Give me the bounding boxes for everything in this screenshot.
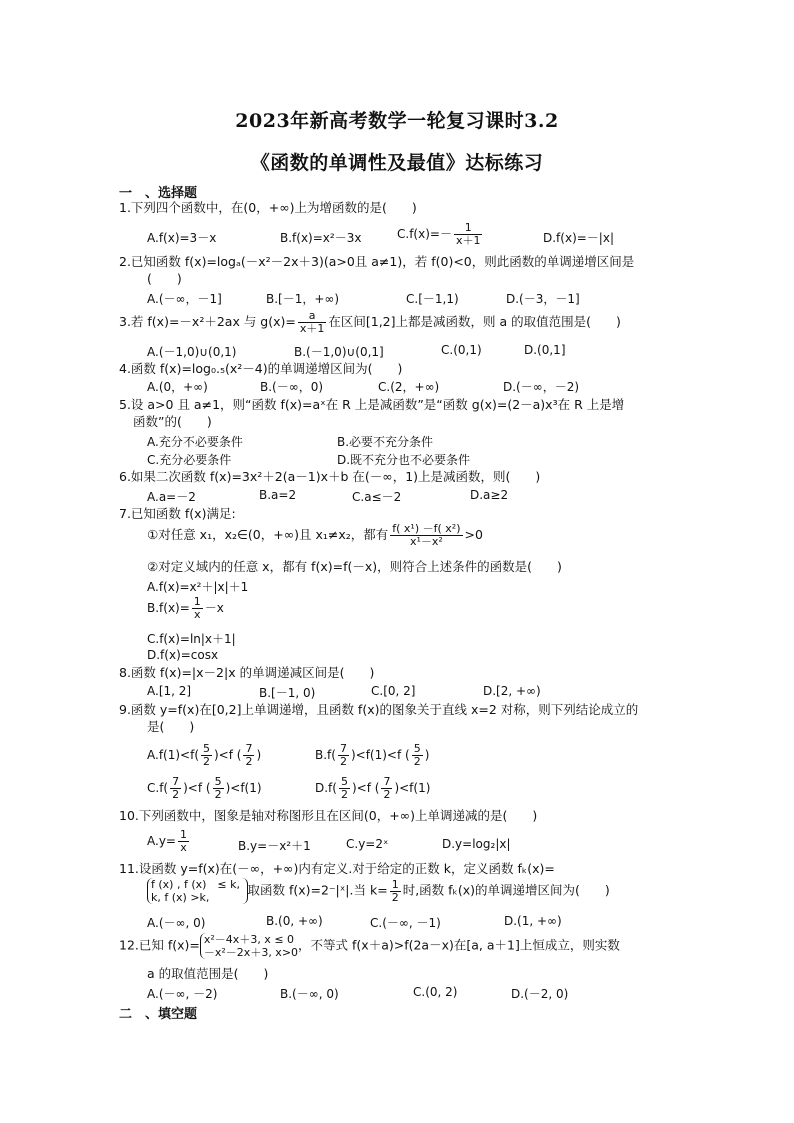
q2-option-c: C.[－1,1): [406, 292, 459, 306]
q10-option-d: D.y=log₂|x|: [442, 837, 511, 851]
section-heading-fill: 二 、填空题: [119, 1007, 198, 1022]
q9-option-d: D.f( $\frac{5}{2}$ )<f ( $\frac{7}{2}$ )<f(1): [315, 775, 431, 801]
question-9: 9.函数 y=f(x)在[0,2]上单调递增，且函数 f(x)的图象关于直线 x=2 对称，则下列结论成立的: [119, 702, 639, 717]
q8-option-a: A.[1, 2]: [147, 684, 192, 698]
q4-option-b: B.(－∞，0): [260, 380, 324, 394]
question-12: 12.已知 f(x)= x²－4x＋3, x ≤ 0 －x²－2x＋3, x>0 ，不等式 f(x＋a)>f(2a－x)在[a, a＋1]上恒成立，则实数: [119, 933, 620, 959]
q3-option-b: B.(－1,0)∪(0,1]: [294, 345, 384, 359]
question-12-cont: a 的取值范围是( ): [147, 966, 269, 981]
q7-condition-2: ②对定义域内的任意 x，都有 f(x)=f(－x)，则符合上述条件的函数是( ): [147, 559, 562, 574]
question-7: 7.已知函数 f(x)满足:: [119, 506, 236, 521]
q12-piecewise: x²－4x＋3, x ≤ 0 －x²－2x＋3, x>0: [200, 933, 298, 959]
q12-option-d: D.(－2, 0): [511, 987, 569, 1001]
page-title: 2023年新高考数学一轮复习课时3.2: [235, 110, 559, 132]
q5-option-d: D.既不充分也不必要条件: [337, 453, 471, 467]
q2-option-b: B.[－1，+∞): [266, 292, 340, 306]
q7-condition-1: ①对任意 x₁，x₂∈(0，+∞)且 x₁≠x₂，都有 $\frac{\text{f( x¹) －f( x²)}}{\text{x¹－x²}}$ >0: [147, 522, 483, 548]
question-2-cont: ( ): [147, 271, 182, 286]
q11-option-c: C.(－∞, －1): [370, 916, 441, 930]
q10-option-a: A.y= $\frac{1}{x}$: [147, 828, 187, 854]
q4-option-c: C.(2，+∞): [378, 380, 440, 394]
question-8: 8.函数 f(x)=|x－2|x 的单调递减区间是( ): [119, 665, 375, 680]
q6-option-a: A.a=－2: [147, 490, 196, 504]
q2-option-a: A.(－∞，－1]: [147, 292, 222, 306]
question-4: 4.函数 f(x)=log₀.₅(x²－4)的单调递增区间为( ): [119, 361, 403, 376]
page-subtitle: 《函数的单调性及最值》达标练习: [250, 152, 544, 174]
q3-option-d: D.(0,1]: [524, 343, 566, 357]
question-11-cont: f (x) , f (x) ≤ k, k, f (x) >k, 取函数 f(x)=2⁻|ˣ|.当 k= $\frac{1}{2}$ 时,函数 fₖ(x)的单调递增区间为( ): [147, 878, 610, 904]
q1-option-a: A.f(x)=3－x: [147, 231, 217, 245]
q12-option-c: C.(0, 2): [413, 985, 458, 999]
question-11: 11.设函数 y=f(x)在(－∞，+∞)内有定义.对于给定的正数 k，定义函数 fₖ(x)=: [119, 861, 555, 876]
q8-option-c: C.[0, 2]: [371, 684, 416, 698]
question-3: 3.若 f(x)=－x²＋2ax 与 g(x)= $\frac{a}{x+1}$ 在区间[1,2]上都是减函数，则 a 的取值范围是( ): [119, 309, 621, 335]
q1-option-c: C.f(x)=－ $\frac{1}{x+1}$: [397, 221, 481, 247]
question-1: 1.下列四个函数中，在(0，+∞)上为增函数的是( ): [119, 200, 417, 215]
q8-option-b: B.[－1, 0): [259, 686, 316, 700]
q5-option-c: C.充分必要条件: [147, 453, 232, 467]
question-6: 6.如果二次函数 f(x)=3x²＋2(a－1)x＋b 在(－∞，1)上是减函数，则( ): [119, 469, 541, 484]
q1-option-d: D.f(x)=－|x|: [543, 231, 614, 245]
question-10: 10.下列函数中，图象是轴对称图形且在区间(0，+∞)上单调递减的是( ): [119, 808, 538, 823]
q6-option-d: D.a≥2: [470, 488, 509, 502]
question-5: 5.设 a>0 且 a≠1，则“函数 f(x)=aˣ在 R 上是减函数”是“函数 g(x)=(2－a)x³在 R 上是增: [119, 397, 625, 412]
q11-option-a: A.(－∞, 0): [147, 916, 206, 930]
q11-option-d: D.(1, +∞): [504, 914, 562, 928]
q10-option-c: C.y=2ˣ: [346, 837, 389, 851]
q6-option-b: B.a=2: [259, 488, 297, 502]
q12-option-a: A.(－∞, －2): [147, 987, 218, 1001]
q8-option-d: D.[2, +∞): [483, 684, 541, 698]
q7-option-c: C.f(x)=ln|x＋1|: [147, 632, 236, 646]
q2-option-d: D.(－3，－1]: [506, 292, 580, 306]
q7-option-b: B.f(x)= $\frac{1}{x}$ －x: [147, 595, 224, 621]
q7-option-a: A.f(x)=x²＋|x|＋1: [147, 580, 249, 594]
q12-option-b: B.(－∞, 0): [280, 987, 339, 1001]
q5-option-a: A.充分不必要条件: [147, 435, 243, 449]
q4-option-a: A.(0，+∞): [147, 380, 208, 394]
q10-option-b: B.y=－x²＋1: [238, 839, 311, 853]
q5-option-b: B.必要不充分条件: [337, 435, 434, 449]
q6-option-c: C.a≤－2: [352, 490, 402, 504]
q9-option-c: C.f( $\frac{7}{2}$ )<f ( $\frac{5}{2}$ )<f(1): [147, 775, 262, 801]
q7-option-d: D.f(x)=cosx: [147, 648, 219, 662]
q4-option-d: D.(－∞，－2): [503, 380, 580, 394]
question-9-cont: 是( ): [147, 719, 195, 734]
q3-option-a: A.(－1,0)∪(0,1): [147, 345, 237, 359]
q11-piecewise: f (x) , f (x) ≤ k, k, f (x) >k,: [147, 878, 240, 904]
question-2: 2.已知函数 f(x)=logₐ(－x²－2x＋3)(a>0且 a≠1)，若 f(0)<0，则此函数的单调递增区间是: [119, 254, 635, 269]
q3-option-c: C.(0,1): [441, 343, 482, 357]
q9-option-a: A.f(1)<f( $\frac{5}{2}$ )<f ( $\frac{7}{2}$ ): [147, 742, 262, 768]
question-5-cont: 函数”的( ): [133, 414, 212, 429]
section-heading-choice: 一 、选择题: [119, 186, 198, 201]
q11-option-b: B.(0, +∞): [266, 914, 323, 928]
q1-option-b: B.f(x)=x²－3x: [280, 231, 362, 245]
q9-option-b: B.f( $\frac{7}{2}$ )<f(1)<f ( $\frac{5}{2}$ ): [315, 742, 430, 768]
